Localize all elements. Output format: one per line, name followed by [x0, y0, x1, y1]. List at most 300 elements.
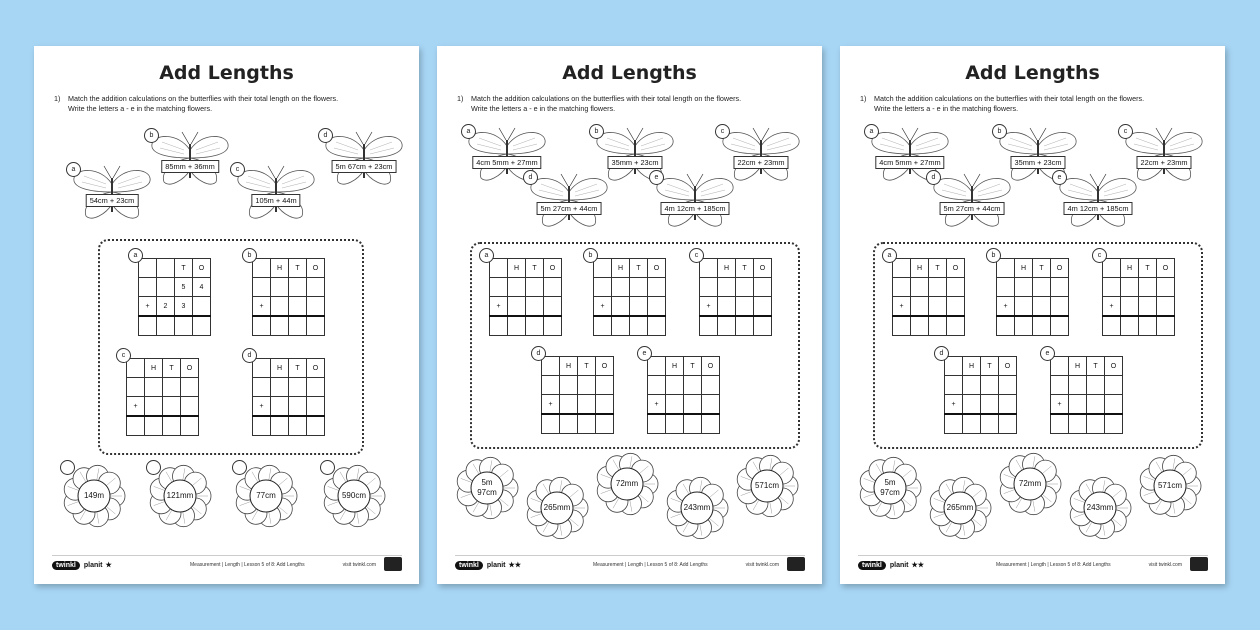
column-addition-table	[699, 258, 772, 336]
letter-badge: b	[144, 128, 159, 143]
flower-length-line-1: 5m	[481, 478, 493, 487]
column-addition-table	[1102, 258, 1175, 336]
grid-cell[interactable]	[612, 297, 630, 317]
column-header: O	[544, 259, 562, 278]
column-addition-table	[489, 258, 562, 336]
grid-cell	[490, 278, 508, 297]
grid-cell	[893, 259, 911, 278]
grid-cell[interactable]	[1087, 395, 1105, 415]
grid-cell[interactable]	[1105, 376, 1123, 395]
place-value-grid-a	[484, 252, 562, 336]
grid-cell	[648, 376, 666, 395]
grid-cell[interactable]	[163, 378, 181, 397]
grid-cell: 5	[175, 278, 193, 297]
grid-cell: 2	[157, 297, 175, 317]
answer-cell[interactable]	[307, 416, 325, 436]
grid-cell[interactable]	[289, 397, 307, 417]
page-title: Add Lengths	[965, 62, 1100, 84]
grid-cell[interactable]	[1033, 278, 1051, 297]
grid-cell[interactable]	[578, 376, 596, 395]
instruction-line-2: Write the letters a - e in the matching flowers.	[68, 104, 213, 113]
butterfly-calculation: 4cm 5mm + 27mm	[472, 156, 541, 169]
lesson-label: Measurement | Length | Lesson 5 of 8: Add Lengths	[593, 562, 708, 568]
letter-badge: d	[934, 346, 949, 361]
answer-cell[interactable]	[289, 316, 307, 336]
lesson-label: Measurement | Length | Lesson 5 of 8: Add Lengths	[190, 562, 305, 568]
place-value-grid-d	[536, 350, 614, 434]
grid-cell[interactable]	[289, 378, 307, 397]
grid-cell[interactable]	[1121, 297, 1139, 317]
butterfly-d	[322, 130, 406, 188]
grid-cell[interactable]	[702, 395, 720, 415]
grid-cell[interactable]	[630, 297, 648, 317]
column-header: H	[963, 357, 981, 376]
column-header: T	[175, 259, 193, 278]
butterfly-icon	[70, 164, 154, 222]
answer-cell[interactable]	[1033, 316, 1051, 336]
answer-cell[interactable]	[911, 316, 929, 336]
grid-cell[interactable]	[271, 378, 289, 397]
column-header: H	[718, 259, 736, 278]
butterfly-icon	[653, 172, 737, 230]
letter-badge: d	[926, 170, 941, 185]
flower-length	[234, 464, 298, 528]
worksheet-2	[437, 46, 822, 584]
flower-1	[62, 464, 126, 528]
flower-4	[322, 464, 386, 528]
flower-length	[595, 452, 659, 516]
flower-length-text	[880, 478, 900, 498]
grid-cell[interactable]	[911, 278, 929, 297]
instruction-line-1: Match the addition calculations on the butterflies with their total length on the flowers.	[471, 94, 742, 103]
flower-length	[148, 464, 212, 528]
column-header: O	[754, 259, 772, 278]
grid-cell[interactable]	[145, 397, 163, 417]
grid-cell[interactable]	[163, 397, 181, 417]
website-link[interactable]: visit twinkl.com	[1148, 562, 1182, 568]
footer	[52, 555, 402, 574]
letter-badge: a	[864, 124, 879, 139]
plus-sign: +	[700, 297, 718, 317]
flower-length	[62, 464, 126, 528]
letter-badge: c	[715, 124, 730, 139]
answer-cell[interactable]	[193, 316, 211, 336]
grid-cell[interactable]	[544, 297, 562, 317]
grid-cell[interactable]	[736, 278, 754, 297]
flower-length-text: 243mm	[683, 503, 711, 512]
grid-cell[interactable]	[1069, 376, 1087, 395]
twinkl-logo: twinkl	[52, 561, 80, 570]
grid-cell[interactable]	[1139, 278, 1157, 297]
plus-sign: +	[997, 297, 1015, 317]
grid-cell[interactable]	[947, 278, 965, 297]
answer-cell[interactable]	[736, 316, 754, 336]
letter-badge: d	[318, 128, 333, 143]
butterfly-d	[527, 172, 611, 230]
flower-3	[234, 464, 298, 528]
butterfly-calculation: 35mm + 23cm	[1010, 156, 1065, 169]
butterfly-e	[1056, 172, 1140, 230]
grid-cell	[253, 278, 271, 297]
letter-badge: b	[589, 124, 604, 139]
letter-badge: b	[242, 248, 257, 263]
place-value-grid-c	[121, 352, 199, 436]
flower-length	[928, 476, 992, 540]
grid-cell[interactable]	[648, 297, 666, 317]
answer-cell[interactable]	[596, 414, 614, 434]
grid-cell	[648, 357, 666, 376]
question-number: 1)	[860, 94, 867, 103]
grid-cell[interactable]	[929, 278, 947, 297]
column-header: T	[981, 357, 999, 376]
grid-cell	[997, 316, 1015, 336]
grid-cell[interactable]	[1069, 395, 1087, 415]
answer-cell[interactable]	[1051, 316, 1069, 336]
flower-length	[1068, 476, 1132, 540]
grid-cell[interactable]	[999, 376, 1017, 395]
grid-cell	[1051, 376, 1069, 395]
grid-cell[interactable]	[289, 278, 307, 297]
column-header: O	[1051, 259, 1069, 278]
grid-cell[interactable]	[307, 397, 325, 417]
answer-cell[interactable]	[175, 316, 193, 336]
grid-cell[interactable]	[289, 297, 307, 317]
grid-cell[interactable]	[526, 278, 544, 297]
page-title: Add Lengths	[159, 62, 294, 84]
place-value-grid-e	[1045, 350, 1123, 434]
grid-cell[interactable]	[1033, 297, 1051, 317]
grid-cell[interactable]	[736, 297, 754, 317]
grid-cell[interactable]	[508, 278, 526, 297]
flower-length-text: 571cm	[1157, 481, 1182, 490]
answer-cell[interactable]	[289, 416, 307, 436]
grid-cell[interactable]	[526, 297, 544, 317]
grid-cell[interactable]	[1015, 278, 1033, 297]
answer-cell[interactable]	[307, 316, 325, 336]
column-header: T	[1033, 259, 1051, 278]
grid-cell[interactable]	[947, 297, 965, 317]
answer-cell[interactable]	[181, 416, 199, 436]
place-value-grid-b	[247, 252, 325, 336]
letter-badge: a	[461, 124, 476, 139]
flower-length-text	[477, 478, 497, 498]
answer-cell[interactable]	[157, 316, 175, 336]
grid-cell[interactable]	[702, 376, 720, 395]
answer-cell[interactable]	[999, 414, 1017, 434]
flower-length-text: 243mm	[1086, 503, 1114, 512]
column-header: T	[289, 259, 307, 278]
column-header: H	[560, 357, 578, 376]
plus-sign: +	[945, 395, 963, 415]
flower-length-text: 149m	[83, 491, 104, 500]
grid-cell: 3	[175, 297, 193, 317]
flower-4	[1068, 476, 1132, 540]
flower-length	[665, 476, 729, 540]
answer-cell[interactable]	[718, 316, 736, 336]
footer	[858, 555, 1208, 574]
grid-cell[interactable]	[666, 376, 684, 395]
butterfly-d	[930, 172, 1014, 230]
letter-badge: a	[882, 248, 897, 263]
grid-cell[interactable]	[596, 376, 614, 395]
butterfly-calculation: 105m + 44m	[251, 194, 300, 207]
column-header: O	[307, 359, 325, 378]
flower-length-text: 72mm	[615, 479, 639, 488]
grid-cell[interactable]	[508, 297, 526, 317]
answer-cell[interactable]	[271, 316, 289, 336]
flower-length	[735, 454, 799, 518]
answer-cell[interactable]	[630, 316, 648, 336]
answer-cell[interactable]	[1139, 316, 1157, 336]
column-header: H	[271, 259, 289, 278]
column-header: H	[271, 359, 289, 378]
answer-cell[interactable]	[1105, 414, 1123, 434]
column-header: H	[666, 357, 684, 376]
flower-2	[928, 476, 992, 540]
answer-cell[interactable]	[578, 414, 596, 434]
grid-cell[interactable]	[754, 297, 772, 317]
grid-cell[interactable]	[1051, 297, 1069, 317]
grid-cell	[253, 416, 271, 436]
grid-cell[interactable]	[1015, 297, 1033, 317]
grid-cell	[893, 316, 911, 336]
answer-cell[interactable]	[145, 416, 163, 436]
grid-cell[interactable]	[1157, 278, 1175, 297]
grid-cell[interactable]	[560, 376, 578, 395]
grid-cell	[700, 278, 718, 297]
website-link[interactable]: visit twinkl.com	[342, 562, 376, 568]
answer-cell[interactable]	[612, 316, 630, 336]
grid-cell[interactable]	[145, 378, 163, 397]
footer	[455, 555, 805, 574]
butterfly-calculation: 54cm + 23cm	[86, 194, 139, 207]
grid-cell	[1103, 278, 1121, 297]
answer-cell[interactable]	[929, 316, 947, 336]
grid-cell[interactable]	[271, 397, 289, 417]
flower-length	[998, 452, 1062, 516]
grid-cell	[542, 376, 560, 395]
grid-cell[interactable]	[612, 278, 630, 297]
grid-cell[interactable]	[911, 297, 929, 317]
letter-badge: d	[523, 170, 538, 185]
butterfly-calculation: 4m 12cm + 185cm	[1064, 202, 1133, 215]
grid-cell[interactable]	[596, 395, 614, 415]
letter-badge: a	[128, 248, 143, 263]
column-header: O	[648, 259, 666, 278]
plus-sign: +	[648, 395, 666, 415]
answer-cell[interactable]	[963, 414, 981, 434]
plus-sign: +	[253, 297, 271, 317]
answer-cell[interactable]	[1069, 414, 1087, 434]
grid-cell	[139, 316, 157, 336]
grid-cell[interactable]	[684, 376, 702, 395]
letter-badge: c	[1092, 248, 1107, 263]
worksheet-1	[34, 46, 419, 584]
place-value-grid-d	[247, 352, 325, 436]
grid-cell[interactable]	[648, 278, 666, 297]
column-header: T	[526, 259, 544, 278]
grid-cell	[193, 297, 211, 317]
plus-sign: +	[594, 297, 612, 317]
flower-length-text: 121mm	[166, 491, 194, 500]
grid-cell[interactable]	[1051, 278, 1069, 297]
twinkl-logo: twinkl	[858, 561, 886, 570]
grid-cell[interactable]	[544, 278, 562, 297]
grid-cell	[490, 259, 508, 278]
flower-length	[525, 476, 589, 540]
butterfly-calculation: 4m 12cm + 185cm	[661, 202, 730, 215]
butterfly-icon	[322, 130, 406, 188]
answer-cell[interactable]	[526, 316, 544, 336]
column-header: O	[181, 359, 199, 378]
letter-badge: a	[479, 248, 494, 263]
butterfly-calculation: 5m 27cm + 44cm	[940, 202, 1005, 215]
column-header: H	[911, 259, 929, 278]
answer-cell[interactable]	[1015, 316, 1033, 336]
answer-cell[interactable]	[648, 316, 666, 336]
place-value-grid-a	[133, 252, 211, 336]
grid-cell[interactable]	[963, 376, 981, 395]
website-link[interactable]: visit twinkl.com	[745, 562, 779, 568]
place-value-grid-d	[939, 350, 1017, 434]
grid-cell[interactable]	[929, 297, 947, 317]
grid-cell[interactable]	[1157, 297, 1175, 317]
grid-cell	[253, 378, 271, 397]
plus-sign: +	[1103, 297, 1121, 317]
butterfly-calculation: 5m 67cm + 23cm	[332, 160, 397, 173]
grid-cell[interactable]	[560, 395, 578, 415]
column-header	[157, 259, 175, 278]
grid-cell	[253, 259, 271, 278]
grid-cell	[1051, 357, 1069, 376]
brand	[858, 561, 924, 570]
column-header: H	[145, 359, 163, 378]
butterfly-icon	[1056, 172, 1140, 230]
answer-cell[interactable]	[544, 316, 562, 336]
grid-cell[interactable]	[981, 395, 999, 415]
answer-cell[interactable]	[1121, 316, 1139, 336]
lesson-label: Measurement | Length | Lesson 5 of 8: Add Lengths	[996, 562, 1111, 568]
grid-cell[interactable]	[271, 297, 289, 317]
grid-cell[interactable]	[307, 378, 325, 397]
grid-cell	[127, 378, 145, 397]
grid-cell[interactable]	[666, 395, 684, 415]
grid-cell	[594, 259, 612, 278]
plus-sign: +	[139, 297, 157, 317]
butterfly-calculation: 85mm + 36mm	[161, 160, 219, 173]
flower-length	[1138, 454, 1202, 518]
answer-cell[interactable]	[666, 414, 684, 434]
grid-cell[interactable]	[684, 395, 702, 415]
grid-cell[interactable]	[181, 378, 199, 397]
difficulty-stars: ★	[105, 562, 112, 569]
grid-cell[interactable]	[1087, 376, 1105, 395]
grid-cell	[490, 316, 508, 336]
column-header: H	[1121, 259, 1139, 278]
column-header: T	[630, 259, 648, 278]
grid-cell	[648, 414, 666, 434]
butterfly-c	[234, 164, 318, 222]
column-addition-table	[944, 356, 1017, 434]
grid-cell[interactable]	[754, 278, 772, 297]
column-header: T	[1087, 357, 1105, 376]
grid-cell[interactable]	[718, 278, 736, 297]
grid-cell[interactable]	[1139, 297, 1157, 317]
grid-cell[interactable]	[1105, 395, 1123, 415]
plus-sign: +	[1051, 395, 1069, 415]
grid-cell	[1103, 316, 1121, 336]
grid-cell	[253, 359, 271, 378]
column-addition-table	[647, 356, 720, 434]
flower-length	[455, 456, 519, 520]
plus-sign: +	[127, 397, 145, 417]
column-addition-table	[892, 258, 965, 336]
grid-cell[interactable]	[181, 397, 199, 417]
grid-cell[interactable]	[307, 297, 325, 317]
flower-5	[735, 454, 799, 518]
grid-cell[interactable]	[307, 278, 325, 297]
answer-cell[interactable]	[508, 316, 526, 336]
flower-2	[148, 464, 212, 528]
place-value-grid-c	[1097, 252, 1175, 336]
grid-cell[interactable]	[999, 395, 1017, 415]
answer-cell[interactable]	[560, 414, 578, 434]
grid-cell[interactable]	[271, 278, 289, 297]
answer-cell[interactable]	[1157, 316, 1175, 336]
letter-badge: a	[66, 162, 81, 177]
grid-cell	[997, 278, 1015, 297]
grid-cell	[945, 376, 963, 395]
answer-cell[interactable]	[1087, 414, 1105, 434]
letter-badge: c	[116, 348, 131, 363]
grid-cell[interactable]	[963, 395, 981, 415]
butterfly-calculation: 22cm + 23mm	[733, 156, 788, 169]
answer-cell[interactable]	[981, 414, 999, 434]
flower-length-line-2: 97cm	[477, 488, 497, 497]
column-header: O	[1157, 259, 1175, 278]
plus-sign: +	[542, 395, 560, 415]
grid-cell[interactable]	[718, 297, 736, 317]
column-addition-table	[252, 358, 325, 436]
flower-length-line-1: 5m	[884, 478, 896, 487]
place-value-grid-b	[991, 252, 1069, 336]
grid-cell[interactable]	[630, 278, 648, 297]
quality-badge-icon	[787, 557, 805, 571]
answer-cell[interactable]	[754, 316, 772, 336]
column-header: T	[736, 259, 754, 278]
flower-length-text: 590cm	[341, 491, 366, 500]
question-number: 1)	[457, 94, 464, 103]
column-header: T	[163, 359, 181, 378]
butterfly-icon	[930, 172, 1014, 230]
answer-cell[interactable]	[163, 416, 181, 436]
answer-cell[interactable]	[271, 416, 289, 436]
instruction-line-2: Write the letters a - e in the matching flowers.	[471, 104, 616, 113]
answer-cell[interactable]	[684, 414, 702, 434]
grid-cell[interactable]	[1121, 278, 1139, 297]
plus-sign: +	[490, 297, 508, 317]
column-header: O	[702, 357, 720, 376]
grid-cell[interactable]	[578, 395, 596, 415]
answer-cell[interactable]	[947, 316, 965, 336]
flower-length-text: 265mm	[543, 503, 571, 512]
grid-cell	[594, 316, 612, 336]
butterfly-a	[70, 164, 154, 222]
grid-cell[interactable]	[981, 376, 999, 395]
flower-length-line-2: 97cm	[880, 488, 900, 497]
answer-cell[interactable]	[702, 414, 720, 434]
grid-cell	[139, 259, 157, 278]
